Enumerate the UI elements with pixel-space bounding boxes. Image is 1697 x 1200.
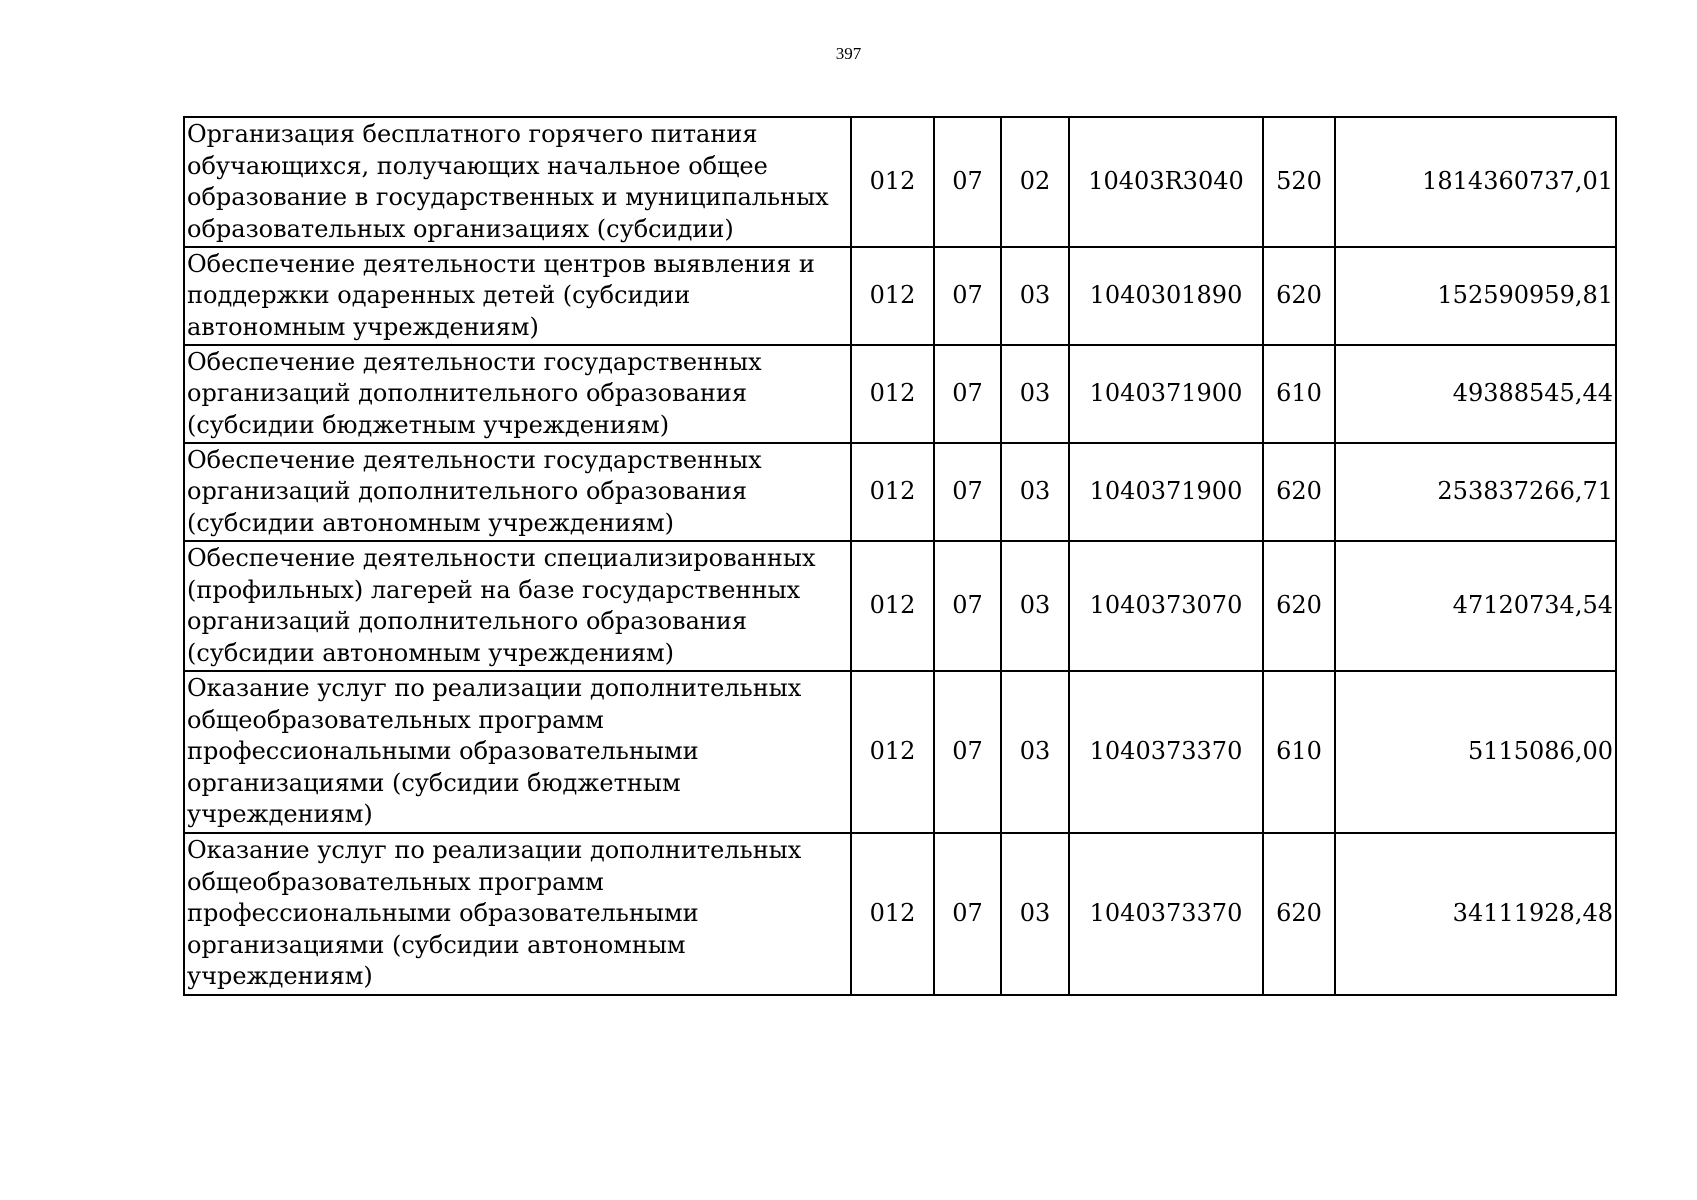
ministry-code: 012 bbox=[851, 247, 934, 345]
target-article-code: 1040373370 bbox=[1069, 833, 1263, 995]
row-description: Оказание услуг по реализации дополнительных общеобразовательных программ профессиональными образовательными организациями (субсидии бюджетным учреждениям) bbox=[184, 671, 851, 833]
row-description: Обеспечение деятельности специализированных (профильных) лагерей на базе государственных организаций дополнительного образования (субсидии автономным учреждениям) bbox=[184, 541, 851, 671]
table-row bbox=[184, 671, 1616, 833]
section-code: 07 bbox=[934, 833, 1001, 995]
section-code: 07 bbox=[934, 443, 1001, 541]
amount-value: 152590959,81 bbox=[1335, 247, 1616, 345]
page-number: 397 bbox=[835, 44, 862, 63]
table-row bbox=[184, 833, 1616, 995]
target-article-code: 1040373070 bbox=[1069, 541, 1263, 671]
target-article-code: 1040371900 bbox=[1069, 345, 1263, 443]
ministry-code: 012 bbox=[851, 443, 934, 541]
target-article-code: 1040373370 bbox=[1069, 671, 1263, 833]
ministry-code: 012 bbox=[851, 833, 934, 995]
section-code: 07 bbox=[934, 345, 1001, 443]
subsection-code: 03 bbox=[1001, 443, 1069, 541]
amount-value: 1814360737,01 bbox=[1335, 117, 1616, 247]
expense-type-code: 620 bbox=[1263, 443, 1335, 541]
subsection-code: 03 bbox=[1001, 671, 1069, 833]
ministry-code: 012 bbox=[851, 541, 934, 671]
expense-type-code: 520 bbox=[1263, 117, 1335, 247]
row-description: Обеспечение деятельности государственных организаций дополнительного образования (субсидии автономным учреждениям) bbox=[184, 443, 851, 541]
target-article-code: 1040301890 bbox=[1069, 247, 1263, 345]
amount-value: 253837266,71 bbox=[1335, 443, 1616, 541]
section-code: 07 bbox=[934, 247, 1001, 345]
target-article-code: 10403R3040 bbox=[1069, 117, 1263, 247]
row-description: Оказание услуг по реализации дополнительных общеобразовательных программ профессиональными образовательными организациями (субсидии автономным учреждениям) bbox=[184, 833, 851, 995]
row-description: Организация бесплатного горячего питания обучающихся, получающих начальное общее образование в государственных и муниципальных образовательных организациях (субсидии) bbox=[184, 117, 851, 247]
expense-type-code: 620 bbox=[1263, 247, 1335, 345]
subsection-code: 03 bbox=[1001, 541, 1069, 671]
table-row bbox=[184, 541, 1616, 671]
section-code: 07 bbox=[934, 671, 1001, 833]
row-description: Обеспечение деятельности государственных организаций дополнительного образования (субсидии бюджетным учреждениям) bbox=[184, 345, 851, 443]
target-article-code: 1040371900 bbox=[1069, 443, 1263, 541]
ministry-code: 012 bbox=[851, 117, 934, 247]
subsection-code: 03 bbox=[1001, 833, 1069, 995]
subsection-code: 02 bbox=[1001, 117, 1069, 247]
table-row bbox=[184, 443, 1616, 541]
amount-value: 47120734,54 bbox=[1335, 541, 1616, 671]
budget-table bbox=[183, 116, 1617, 996]
expense-type-code: 620 bbox=[1263, 833, 1335, 995]
amount-value: 49388545,44 bbox=[1335, 345, 1616, 443]
table-row bbox=[184, 117, 1616, 247]
amount-value: 34111928,48 bbox=[1335, 833, 1616, 995]
amount-value: 5115086,00 bbox=[1335, 671, 1616, 833]
ministry-code: 012 bbox=[851, 671, 934, 833]
subsection-code: 03 bbox=[1001, 345, 1069, 443]
expense-type-code: 610 bbox=[1263, 345, 1335, 443]
table-row bbox=[184, 247, 1616, 345]
section-code: 07 bbox=[934, 541, 1001, 671]
table-row bbox=[184, 345, 1616, 443]
row-description: Обеспечение деятельности центров выявления и поддержки одаренных детей (субсидии автономным учреждениям) bbox=[184, 247, 851, 345]
section-code: 07 bbox=[934, 117, 1001, 247]
ministry-code: 012 bbox=[851, 345, 934, 443]
expense-type-code: 610 bbox=[1263, 671, 1335, 833]
expense-type-code: 620 bbox=[1263, 541, 1335, 671]
subsection-code: 03 bbox=[1001, 247, 1069, 345]
